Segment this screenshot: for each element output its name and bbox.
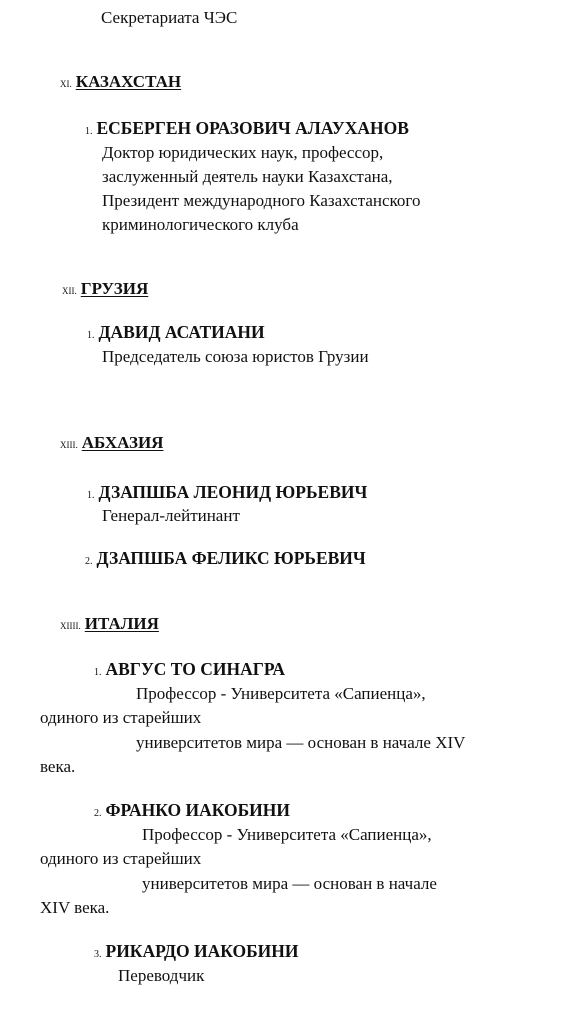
item-number: 1. — [87, 330, 95, 341]
item-number: 2. — [94, 808, 102, 819]
person-detail-line: Президент международного Казахстанского — [102, 191, 421, 210]
person-detail-line: университетов мира — основан в начале — [142, 874, 437, 893]
person-detail-line: Профессор - Университета «Сапиенца», — [142, 825, 432, 844]
section-numeral: XI. — [60, 79, 72, 89]
section-heading-georgia — [62, 279, 148, 299]
person-detail-line: Доктор юридических наук, профессор, — [102, 143, 384, 162]
section-numeral: XIII. — [60, 440, 78, 450]
person-detail-line: криминологического клуба — [102, 215, 299, 234]
person-detail-line: Профессор - Университета «Сапиенца», — [136, 684, 426, 703]
person-name: АВГУС ТО СИНАГРА — [105, 659, 285, 679]
person-detail-line: Председатель союза юристов Грузии — [102, 347, 369, 366]
country-name: АБХАЗИЯ — [81, 433, 164, 452]
top-partial-line: Секретариата ЧЭС — [101, 8, 238, 27]
person-detail-line: Генерал-лейтинант — [102, 506, 240, 525]
section-numeral: XIIII. — [60, 621, 81, 631]
person-name: ДАВИД АСАТИАНИ — [98, 322, 265, 342]
person-name: ЕСБЕРГЕН ОРАЗОВИЧ АЛАУХАНОВ — [96, 118, 409, 138]
section-heading-italy — [60, 614, 159, 634]
person-entry-header — [94, 941, 299, 962]
person-entry-header — [85, 548, 366, 569]
person-entry-header — [85, 118, 409, 139]
person-entry-header — [94, 800, 290, 821]
item-number: 2. — [85, 556, 93, 567]
item-number: 1. — [94, 667, 102, 678]
person-detail-line: Переводчик — [118, 966, 205, 985]
person-entry-header — [94, 659, 285, 680]
person-detail-line: века. — [40, 757, 76, 776]
person-entry-header — [87, 482, 367, 503]
section-heading-kazakhstan — [60, 72, 181, 92]
person-name: ФРАНКО ИАКОБИНИ — [105, 800, 290, 820]
section-heading-abkhazia — [60, 433, 163, 453]
item-number: 1. — [87, 490, 95, 501]
person-name: РИКАРДО ИАКОБИНИ — [105, 941, 299, 961]
person-detail-line: университетов мира — основан в начале XIV — [136, 733, 466, 752]
country-name: КАЗАХСТАН — [75, 72, 182, 91]
person-entry-header — [87, 322, 265, 343]
person-name: ДЗАПШБА ФЕЛИКС ЮРЬЕВИЧ — [96, 548, 366, 568]
person-detail-line: одиного из старейших — [40, 849, 202, 868]
country-name: ИТАЛИЯ — [84, 614, 159, 633]
item-number: 3. — [94, 949, 102, 960]
item-number: 1. — [85, 126, 93, 137]
person-detail-line: XIV века. — [40, 898, 110, 917]
section-numeral: XII. — [62, 286, 77, 296]
country-name: ГРУЗИЯ — [80, 279, 149, 298]
person-name: ДЗАПШБА ЛЕОНИД ЮРЬЕВИЧ — [98, 482, 368, 502]
person-detail-line: одиного из старейших — [40, 708, 202, 727]
person-detail-line: заслуженный деятель науки Казахстана, — [102, 167, 393, 186]
